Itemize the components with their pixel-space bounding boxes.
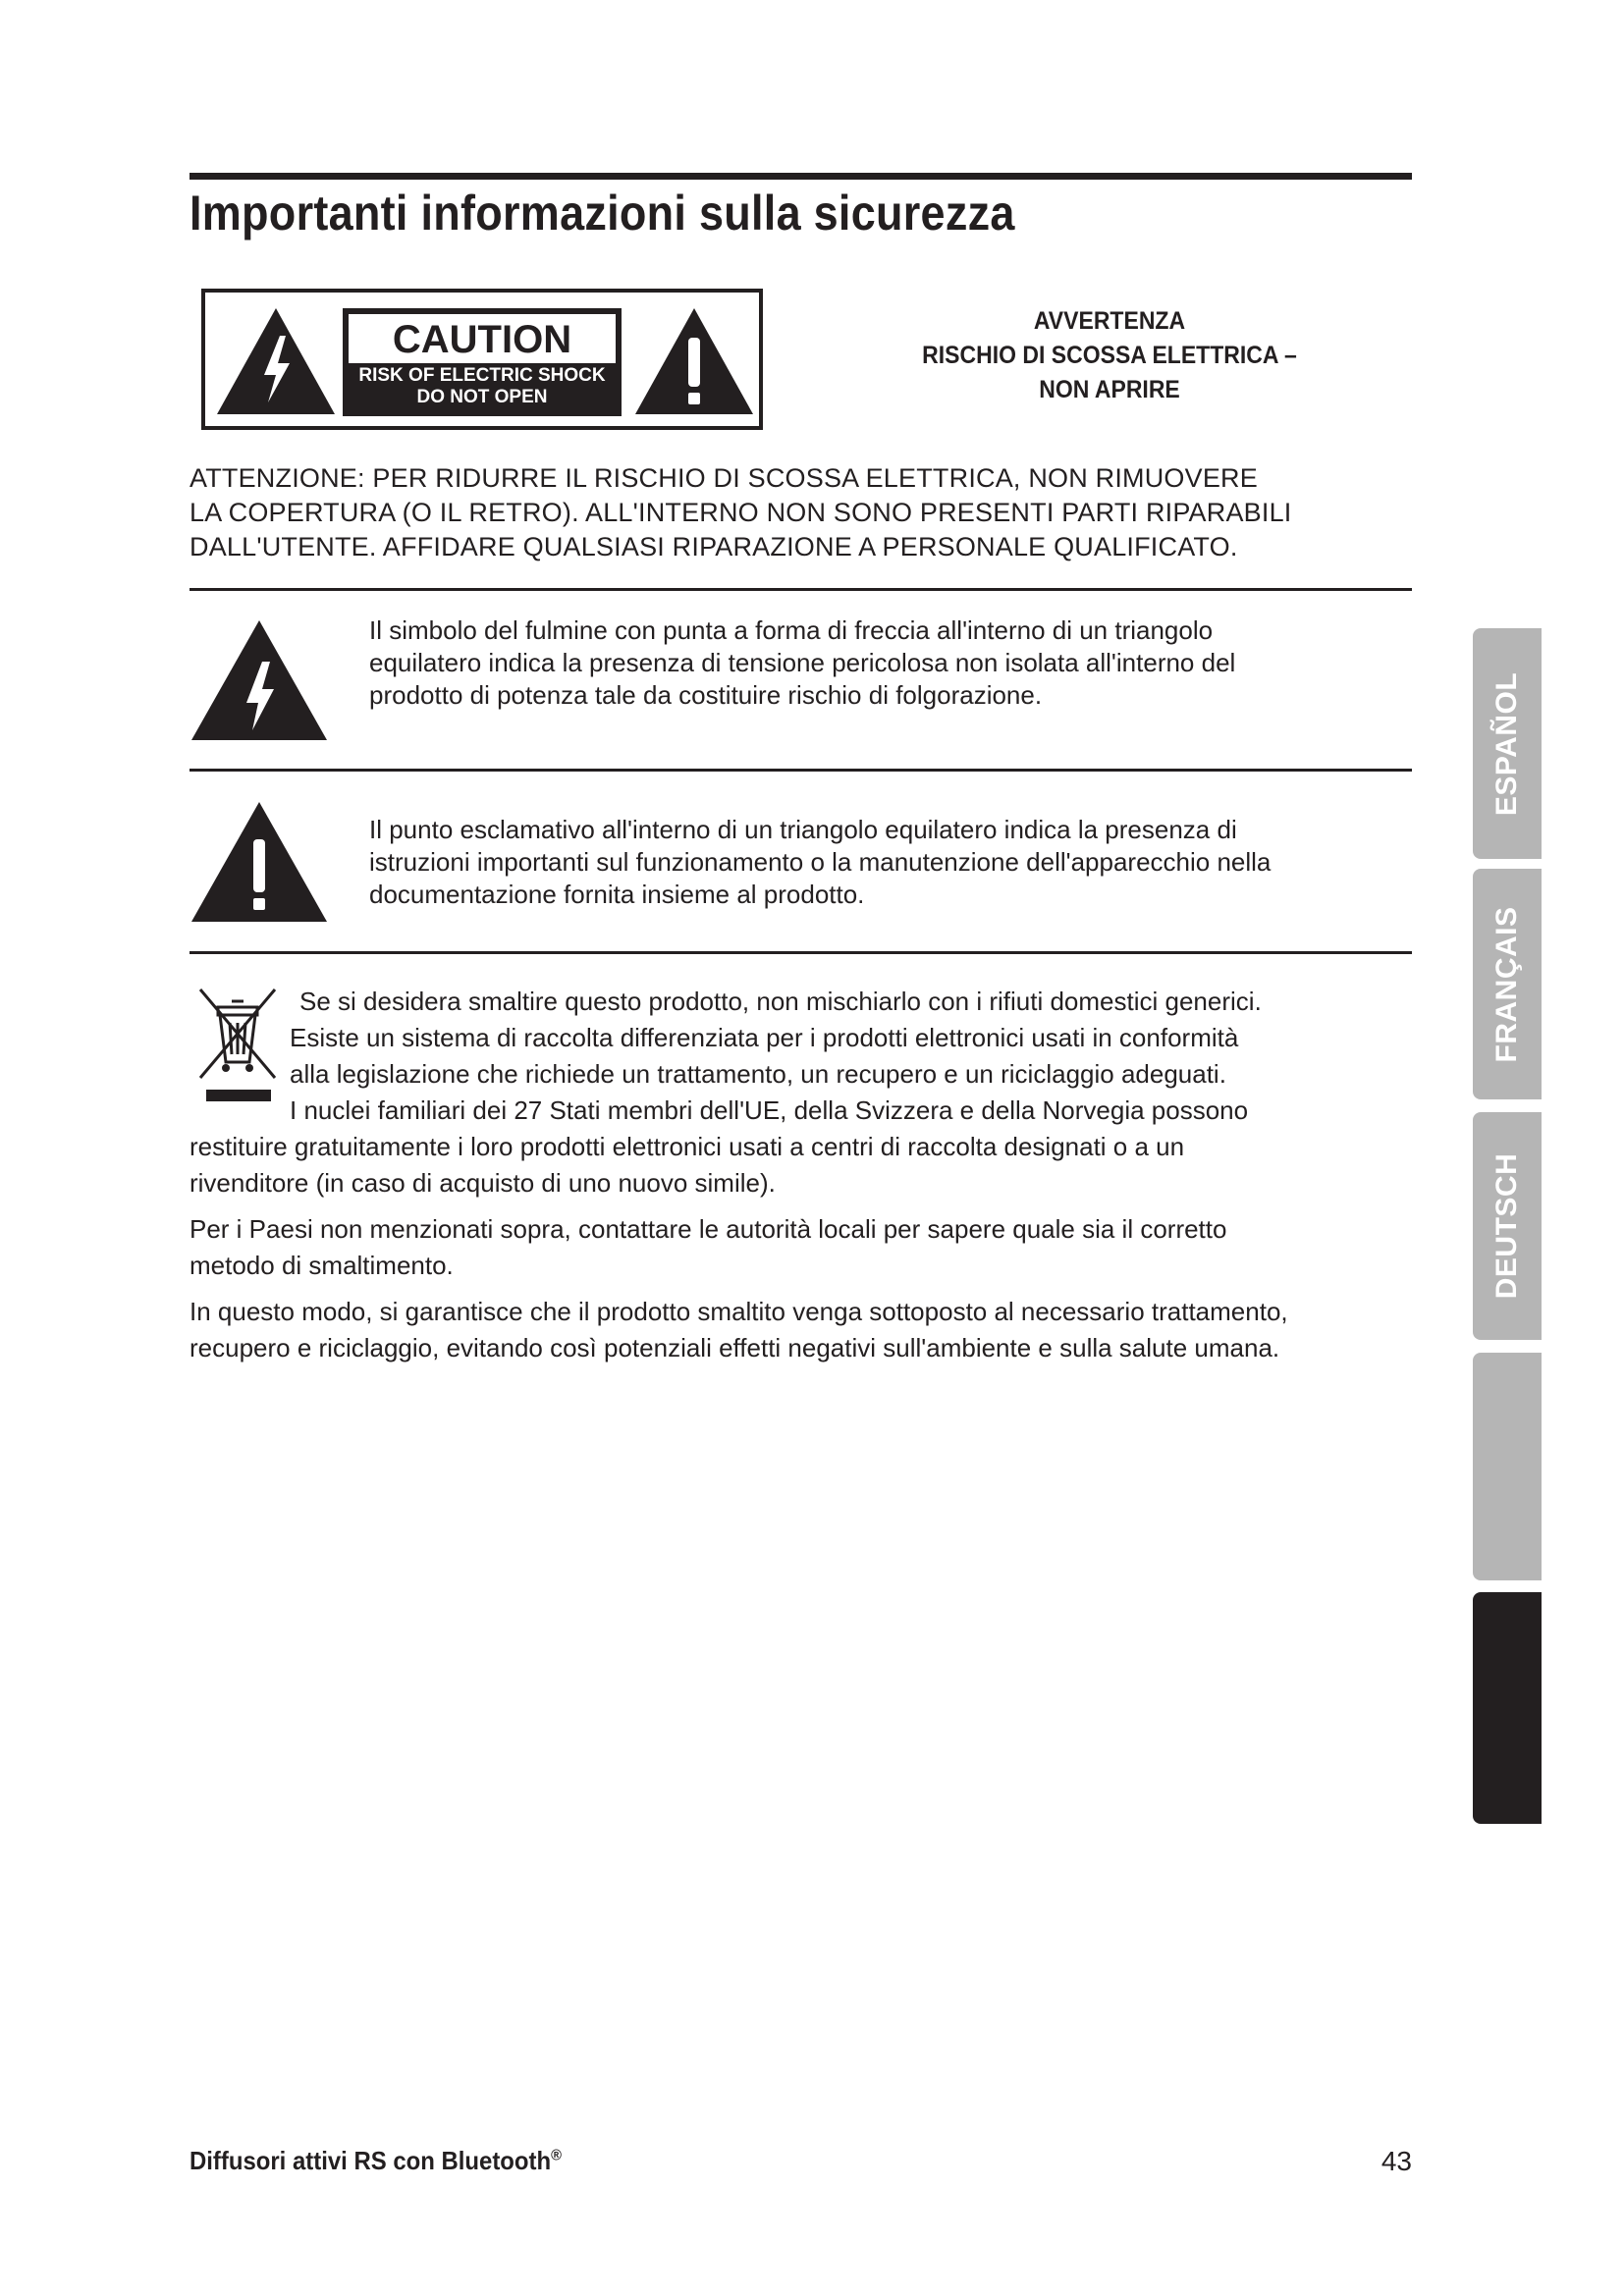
divider xyxy=(189,588,1412,591)
lightning-line3: prodotto di potenza tale da costituire rischio di folgorazione. xyxy=(369,680,1043,710)
tab-blank-1[interactable] xyxy=(1473,1353,1542,1580)
page-number: 43 xyxy=(1380,2146,1412,2176)
attenzione-line2: LA COPERTURA (O IL RETRO). ALL'INTERNO NON SONO PRESENTI PARTI RIPARABILI xyxy=(189,498,1292,527)
tab-francais-label: FRANÇAIS xyxy=(1490,906,1523,1062)
caution-line2: DO NOT OPEN xyxy=(416,387,548,407)
disposal-p2-line2: restituire gratuitamente i loro prodotti elettronici usati a centri di raccolta designati o a un xyxy=(189,1132,1185,1161)
exclamation-description xyxy=(369,814,1418,911)
lightning-line2: equilatero indica la presenza di tensione pericolosa non isolata all'interno del xyxy=(369,648,1236,677)
exclamation-line1: Il punto esclamativo all'interno di un triangolo equilatero indica la presenza di xyxy=(369,815,1237,844)
caution-label xyxy=(201,289,763,430)
divider xyxy=(189,769,1412,772)
lightning-line1: Il simbolo del fulmine con punta a forma di freccia all'interno di un triangolo xyxy=(369,615,1214,645)
footer-title-text: Diffusori attivi RS con Bluetooth xyxy=(189,2146,552,2175)
disposal-p3-line1: Per i Paesi non menzionati sopra, contattare le autorità locali per sapere quale sia il corretto xyxy=(189,1214,1227,1244)
caution-line1: RISK OF ELECTRIC SHOCK xyxy=(358,365,606,386)
disposal-paragraph-4 xyxy=(189,1294,1417,1366)
exclamation-line2: istruzioni importanti sul funzionamento o la manutenzione dell'apparecchio nella xyxy=(369,847,1272,877)
title-rule xyxy=(189,173,1412,180)
disposal-p2-line1: I nuclei familiari dei 27 Stati membri dell'UE, della Svizzera e della Norvegia possono xyxy=(290,1095,1249,1125)
disposal-p1-line1: Se si desidera smaltire questo prodotto, non mischiarlo con i rifiuti domestici generici. xyxy=(299,987,1262,1016)
avvertenza-line3: NON APRIRE xyxy=(1039,376,1180,403)
footer-title xyxy=(189,2146,562,2176)
caution-subtext xyxy=(343,365,622,408)
disposal-p1-line3: alla legislazione che richiede un trattamento, un recupero e un riciclaggio adeguati. xyxy=(290,1059,1226,1089)
attenzione-line1: ATTENZIONE: PER RIDURRE IL RISCHIO DI SCOSSA ELETTRICA, NON RIMUOVERE xyxy=(189,463,1258,493)
tab-espanol-label: ESPAÑOL xyxy=(1490,671,1523,816)
disposal-paragraph-2 xyxy=(189,1129,1417,1201)
tab-deutsch-label: DEUTSCH xyxy=(1490,1152,1523,1300)
avvertenza-block xyxy=(884,304,1335,407)
attenzione-block xyxy=(189,461,1417,564)
disposal-p3-line2: metodo di smaltimento. xyxy=(189,1251,454,1280)
lightning-triangle-icon xyxy=(189,618,329,742)
lightning-description xyxy=(369,614,1418,712)
disposal-p1-line2: Esiste un sistema di raccolta differenziata per i prodotti elettronici usati in conformità xyxy=(290,1023,1239,1052)
divider xyxy=(189,951,1412,954)
exclamation-triangle-icon xyxy=(189,800,329,924)
crossed-bin-icon xyxy=(196,984,281,1109)
disposal-paragraph-1 xyxy=(290,984,1399,1129)
exclamation-line3: documentazione fornita insieme al prodotto. xyxy=(369,880,865,909)
disposal-p4-line1: In questo modo, si garantisce che il prodotto smaltito venga sottoposto al necessario trattamento, xyxy=(189,1297,1288,1326)
caution-text-box xyxy=(343,308,622,416)
tab-current[interactable] xyxy=(1473,1592,1542,1824)
tab-francais[interactable] xyxy=(1473,869,1542,1099)
disposal-p2-line3: rivenditore (in caso di acquisto di uno nuovo simile). xyxy=(189,1168,776,1198)
disposal-paragraph-3 xyxy=(189,1211,1417,1284)
caution-heading: CAUTION xyxy=(349,314,616,363)
avvertenza-line1: AVVERTENZA xyxy=(1033,307,1186,335)
registered-mark: ® xyxy=(551,2147,562,2164)
lightning-warning-icon xyxy=(215,306,337,416)
exclamation-warning-icon xyxy=(633,306,755,416)
attenzione-line3: DALL'UTENTE. AFFIDARE QUALSIASI RIPARAZIONE A PERSONALE QUALIFICATO. xyxy=(189,532,1238,561)
tab-espanol[interactable] xyxy=(1473,628,1542,859)
avvertenza-line2: RISCHIO DI SCOSSA ELETTRICA – xyxy=(922,342,1297,369)
tab-deutsch[interactable] xyxy=(1473,1112,1542,1340)
disposal-p4-line2: recupero e riciclaggio, evitando così potenziali effetti negativi sull'ambiente e sulla salute umana. xyxy=(189,1333,1280,1362)
page-title: Importanti informazioni sulla sicurezza xyxy=(189,186,1015,240)
